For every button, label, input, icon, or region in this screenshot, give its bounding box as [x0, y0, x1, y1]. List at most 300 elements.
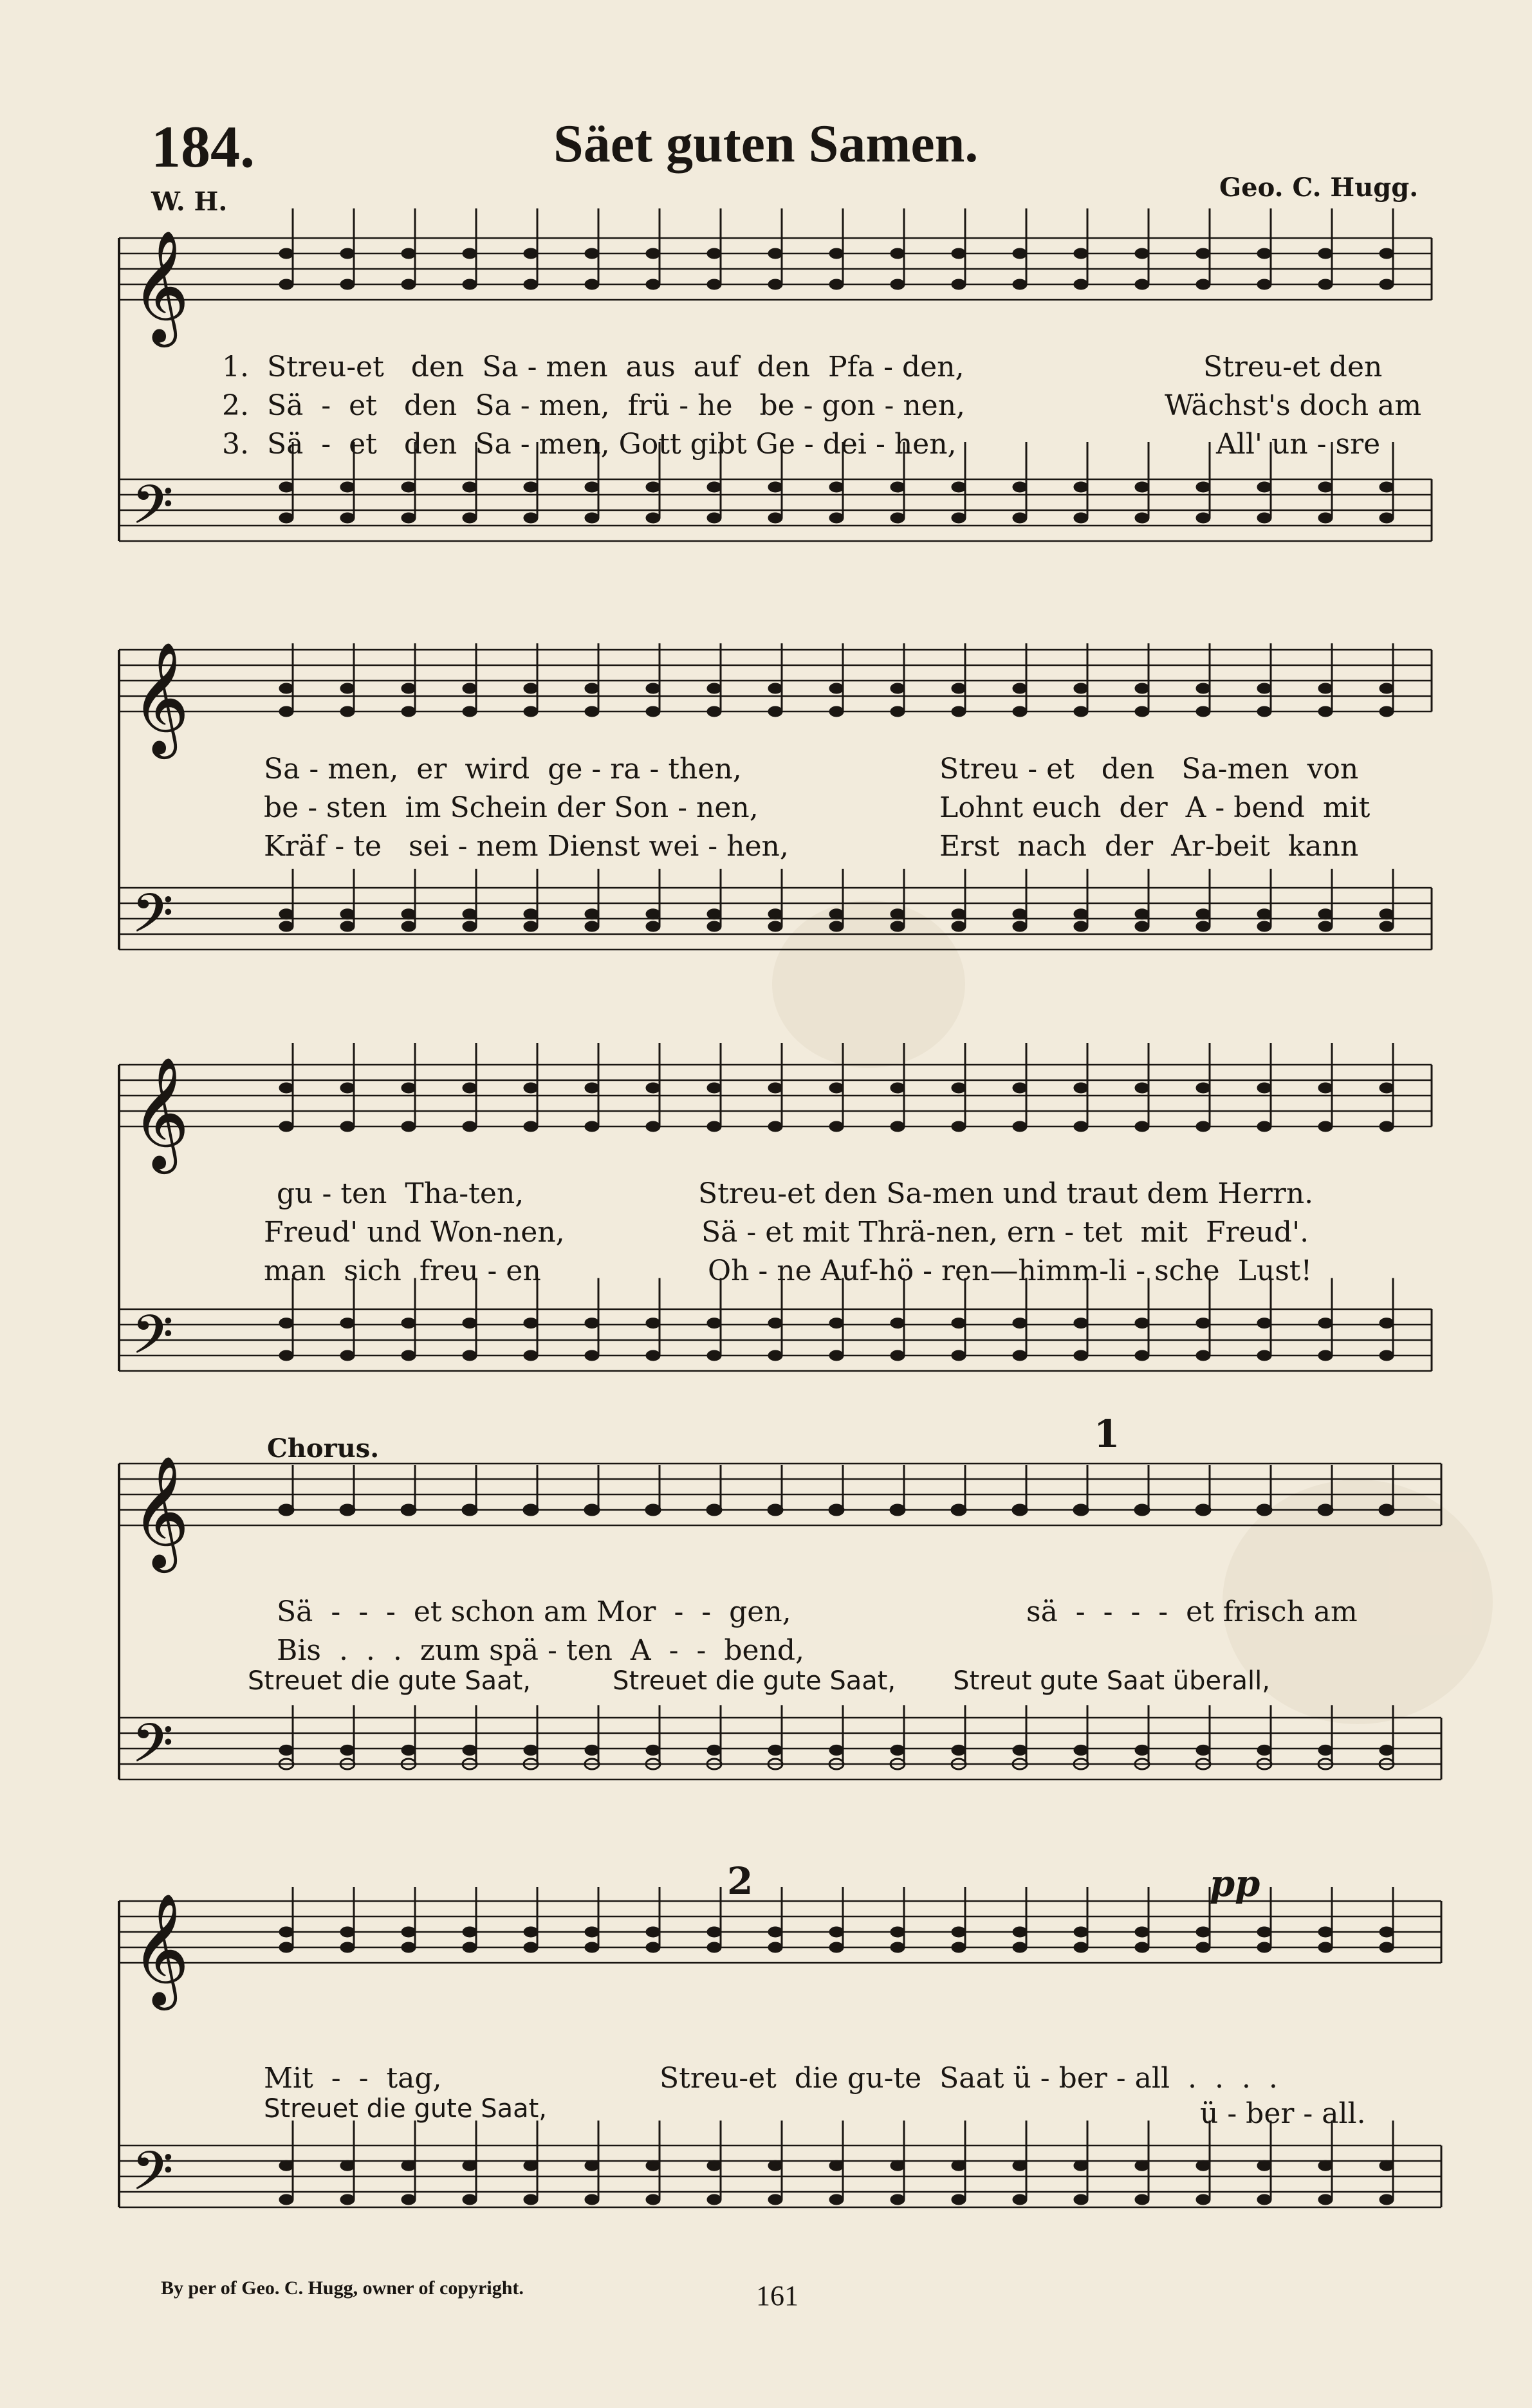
note-head	[401, 1745, 416, 1755]
note-head	[891, 909, 905, 919]
note-head	[707, 1942, 721, 1953]
note-head	[829, 706, 844, 717]
note-head	[279, 1083, 293, 1093]
note-head	[646, 909, 660, 919]
note-head	[1318, 921, 1333, 932]
composer-credit: Geo. C. Hugg.	[1219, 172, 1419, 203]
note-head	[707, 1745, 721, 1755]
note-head	[829, 1350, 844, 1361]
note-head	[585, 1350, 599, 1361]
note-head	[891, 1942, 905, 1953]
lyric-line: Freud' und Won-nen,	[264, 1216, 565, 1249]
note-head	[1257, 1318, 1271, 1328]
lyricist-initials: W. H.	[151, 187, 228, 217]
note-head	[585, 248, 599, 259]
note-head	[829, 1505, 844, 1515]
note-head	[829, 248, 844, 259]
note-head	[891, 683, 905, 694]
note-head	[952, 248, 966, 259]
note-head	[279, 1745, 293, 1755]
note-head	[524, 1121, 538, 1132]
hymn-title: Säet guten Samen.	[553, 114, 979, 174]
note-head	[768, 1318, 782, 1328]
note-head	[1196, 1318, 1210, 1328]
note-head	[1318, 482, 1333, 492]
note-head	[952, 482, 966, 492]
note-head	[952, 1318, 966, 1328]
note-head	[524, 1505, 538, 1515]
note-head	[707, 1505, 721, 1515]
note-head	[768, 2194, 782, 2205]
lyric-line: 1. Streu-et den Sa - men aus auf den Pfa - den,	[222, 351, 964, 383]
note-head	[463, 2194, 477, 2205]
note-head	[1380, 1942, 1394, 1953]
note-head	[585, 683, 599, 694]
note-head	[1074, 1350, 1088, 1361]
note-head	[279, 1942, 293, 1953]
note-head	[1318, 1318, 1333, 1328]
note-head	[340, 248, 355, 259]
note-head	[524, 1745, 538, 1755]
note-head	[829, 909, 844, 919]
lyric-line: All' un - sre	[1216, 428, 1381, 461]
note-head	[1013, 909, 1027, 919]
note-head	[1074, 248, 1088, 259]
note-head	[401, 2194, 416, 2205]
note-head	[463, 1350, 477, 1361]
note-head	[829, 279, 844, 290]
clef-glyph: 𝄞	[132, 1456, 189, 1568]
note-head	[1196, 1121, 1210, 1132]
note-head	[463, 279, 477, 290]
note-head	[279, 1927, 293, 1937]
clef-glyph: 𝄞	[132, 1057, 189, 1169]
note-head	[1196, 706, 1210, 717]
note-head	[401, 909, 416, 919]
note-head	[646, 1083, 660, 1093]
note-head	[401, 1121, 416, 1132]
note-head	[952, 1505, 966, 1515]
note-head	[524, 1927, 538, 1937]
clef-glyph: 𝄞	[132, 1893, 189, 2005]
lyric-line: Streu - et den Sa-men von	[939, 753, 1359, 786]
note-head	[646, 482, 660, 492]
note-head	[829, 2194, 844, 2205]
note-head	[1135, 2160, 1149, 2171]
note-head	[768, 1350, 782, 1361]
note-head	[279, 921, 293, 932]
note-head	[340, 1942, 355, 1953]
note-head	[1074, 513, 1088, 523]
note-head	[1318, 1745, 1333, 1755]
note-head	[1013, 248, 1027, 259]
note-head	[1196, 683, 1210, 694]
note-head	[1013, 513, 1027, 523]
note-head	[1013, 1318, 1027, 1328]
note-head	[340, 1745, 355, 1755]
note-head	[463, 482, 477, 492]
note-head	[1196, 513, 1210, 523]
note-head	[279, 1318, 293, 1328]
note-head	[1135, 1318, 1149, 1328]
note-head	[1013, 279, 1027, 290]
bass-lyric-line: Streuet die gute Saat, Streuet die gute Saat, Streut gute Saat überall,	[248, 1666, 1270, 1696]
note-head	[340, 513, 355, 523]
note-head	[952, 1350, 966, 1361]
note-head	[646, 921, 660, 932]
lyric-line: be - sten im Schein der Son - nen,	[264, 791, 759, 824]
note-head	[1135, 513, 1149, 523]
note-head	[1380, 1121, 1394, 1132]
note-head	[401, 279, 416, 290]
note-head	[524, 921, 538, 932]
note-head	[1196, 909, 1210, 919]
note-head	[1013, 2160, 1027, 2171]
note-head	[952, 1121, 966, 1132]
note-head	[1196, 1942, 1210, 1953]
note-head	[1380, 1505, 1394, 1515]
note-head	[1257, 1942, 1271, 1953]
volta-number: 2	[727, 1859, 753, 1903]
note-head	[891, 1083, 905, 1093]
note-head	[585, 279, 599, 290]
note-head	[524, 2194, 538, 2205]
note-head	[952, 921, 966, 932]
note-head	[585, 1318, 599, 1328]
note-head	[891, 2194, 905, 2205]
note-head	[1135, 1745, 1149, 1755]
note-head	[1013, 1121, 1027, 1132]
note-head	[1074, 279, 1088, 290]
note-head	[401, 1505, 416, 1515]
note-head	[279, 279, 293, 290]
note-head	[1135, 909, 1149, 919]
note-head	[463, 1318, 477, 1328]
note-head	[279, 706, 293, 717]
note-head	[1074, 1745, 1088, 1755]
note-head	[891, 706, 905, 717]
note-head	[1013, 482, 1027, 492]
note-head	[1257, 1745, 1271, 1755]
note-head	[646, 279, 660, 290]
lyric-line: Kräf - te sei - nem Dienst wei - hen,	[264, 830, 789, 863]
note-head	[1318, 1121, 1333, 1132]
note-head	[463, 1121, 477, 1132]
note-head	[829, 1318, 844, 1328]
note-head	[1196, 2194, 1210, 2205]
note-head	[1380, 279, 1394, 290]
note-head	[340, 706, 355, 717]
note-head	[279, 683, 293, 694]
note-head	[463, 921, 477, 932]
note-head	[279, 1350, 293, 1361]
note-head	[646, 248, 660, 259]
note-head	[401, 1318, 416, 1328]
note-head	[1318, 1083, 1333, 1093]
clef-glyph: 𝄢	[132, 473, 174, 549]
note-head	[585, 1083, 599, 1093]
note-head	[1318, 248, 1333, 259]
note-head	[463, 909, 477, 919]
note-head	[463, 513, 477, 523]
note-head	[1318, 2194, 1333, 2205]
note-head	[768, 1121, 782, 1132]
note-head	[707, 921, 721, 932]
note-head	[1380, 482, 1394, 492]
note-head	[1196, 1505, 1210, 1515]
note-head	[1257, 482, 1271, 492]
note-head	[1380, 1745, 1394, 1755]
note-head	[707, 1350, 721, 1361]
note-head	[1013, 2194, 1027, 2205]
lyric-line: Streu-et die gu-te Saat ü - ber - all . . . .	[660, 2062, 1278, 2095]
note-head	[524, 1350, 538, 1361]
note-head	[646, 1121, 660, 1132]
note-head	[340, 1350, 355, 1361]
note-head	[401, 248, 416, 259]
note-head	[829, 1121, 844, 1132]
note-head	[891, 2160, 905, 2171]
note-head	[340, 1083, 355, 1093]
note-head	[768, 1083, 782, 1093]
note-head	[1380, 909, 1394, 919]
note-head	[1135, 1505, 1149, 1515]
note-head	[952, 2194, 966, 2205]
note-head	[463, 1745, 477, 1755]
note-head	[1074, 2194, 1088, 2205]
note-head	[585, 513, 599, 523]
lyric-line: ü - ber - all.	[1200, 2097, 1366, 2130]
note-head	[340, 279, 355, 290]
clef-glyph: 𝄢	[132, 2140, 174, 2215]
note-head	[1318, 1505, 1333, 1515]
note-head	[1013, 1505, 1027, 1515]
note-head	[891, 1745, 905, 1755]
note-head	[1013, 921, 1027, 932]
note-head	[340, 2160, 355, 2171]
note-head	[952, 683, 966, 694]
note-head	[1135, 683, 1149, 694]
note-head	[707, 1121, 721, 1132]
note-head	[524, 2160, 538, 2171]
note-head	[891, 1927, 905, 1937]
note-head	[401, 683, 416, 694]
note-head	[1196, 2160, 1210, 2171]
note-head	[1257, 513, 1271, 523]
note-head	[1257, 1927, 1271, 1937]
note-head	[1380, 2160, 1394, 2171]
note-head	[829, 921, 844, 932]
note-head	[340, 909, 355, 919]
lyric-line: Wächst's doch am	[1165, 389, 1422, 422]
note-head	[1135, 2194, 1149, 2205]
note-head	[585, 1121, 599, 1132]
note-head	[1074, 1318, 1088, 1328]
note-head	[1196, 1350, 1210, 1361]
note-head	[401, 482, 416, 492]
note-head	[585, 921, 599, 932]
lyric-line: 2. Sä - et den Sa - men, frü - he be - gon - nen,	[222, 389, 966, 422]
note-head	[524, 248, 538, 259]
note-head	[768, 2160, 782, 2171]
note-head	[1135, 921, 1149, 932]
note-head	[1013, 1350, 1027, 1361]
note-head	[1074, 909, 1088, 919]
lyric-line: Lohnt euch der A - bend mit	[939, 791, 1370, 824]
note-head	[1257, 248, 1271, 259]
note-head	[707, 513, 721, 523]
note-head	[340, 1318, 355, 1328]
note-head	[829, 1745, 844, 1755]
note-head	[1318, 279, 1333, 290]
note-head	[340, 1121, 355, 1132]
lyric-line: Sa - men, er wird ge - ra - then,	[264, 753, 742, 786]
note-head	[646, 1505, 660, 1515]
note-head	[1196, 279, 1210, 290]
note-head	[1380, 1350, 1394, 1361]
note-head	[1257, 2194, 1271, 2205]
note-head	[1257, 2160, 1271, 2171]
note-head	[646, 1318, 660, 1328]
note-head	[952, 1927, 966, 1937]
lyric-line: man sich freu - en	[264, 1255, 541, 1287]
note-head	[1196, 1083, 1210, 1093]
note-head	[585, 1745, 599, 1755]
note-head	[401, 1927, 416, 1937]
note-head	[585, 706, 599, 717]
note-head	[401, 1942, 416, 1953]
note-head	[768, 513, 782, 523]
note-head	[1135, 1927, 1149, 1937]
note-head	[707, 683, 721, 694]
note-head	[1135, 706, 1149, 717]
note-head	[463, 2160, 477, 2171]
note-head	[707, 1083, 721, 1093]
note-head	[1074, 683, 1088, 694]
note-head	[768, 248, 782, 259]
clef-glyph: 𝄢	[132, 1712, 174, 1787]
note-head	[952, 513, 966, 523]
note-head	[707, 248, 721, 259]
note-head	[401, 706, 416, 717]
note-head	[1380, 1927, 1394, 1937]
note-head	[524, 1083, 538, 1093]
note-head	[707, 1318, 721, 1328]
volta-number: 1	[1094, 1412, 1120, 1456]
note-head	[891, 279, 905, 290]
note-head	[1257, 909, 1271, 919]
note-head	[1013, 1927, 1027, 1937]
note-head	[768, 909, 782, 919]
note-head	[279, 2160, 293, 2171]
page-number: 161	[756, 2280, 798, 2311]
note-head	[340, 921, 355, 932]
note-head	[524, 683, 538, 694]
note-head	[340, 1505, 355, 1515]
note-head	[768, 1505, 782, 1515]
note-head	[1318, 1942, 1333, 1953]
note-head	[1074, 1927, 1088, 1937]
note-head	[1074, 1505, 1088, 1515]
note-head	[768, 1942, 782, 1953]
lyric-line: sä - - - - et frisch am	[1026, 1595, 1358, 1628]
note-head	[829, 482, 844, 492]
note-head	[646, 1942, 660, 1953]
note-head	[585, 482, 599, 492]
note-head	[279, 513, 293, 523]
note-head	[891, 248, 905, 259]
note-head	[585, 1505, 599, 1515]
note-head	[1318, 1927, 1333, 1937]
note-head	[463, 1505, 477, 1515]
note-head	[1196, 1745, 1210, 1755]
note-head	[1135, 248, 1149, 259]
clef-glyph: 𝄢	[132, 882, 174, 957]
lyric-line: Streu-et den	[1203, 351, 1383, 383]
note-head	[768, 706, 782, 717]
note-head	[829, 683, 844, 694]
note-head	[829, 2160, 844, 2171]
note-head	[279, 1505, 293, 1515]
note-head	[585, 909, 599, 919]
note-head	[646, 2160, 660, 2171]
note-head	[524, 482, 538, 492]
note-head	[891, 921, 905, 932]
note-head	[463, 706, 477, 717]
note-head	[891, 482, 905, 492]
note-head	[1380, 683, 1394, 694]
note-head	[1257, 1350, 1271, 1361]
note-head	[1196, 248, 1210, 259]
note-head	[952, 1083, 966, 1093]
note-head	[891, 1121, 905, 1132]
note-head	[768, 683, 782, 694]
note-head	[524, 1942, 538, 1953]
lyric-line: Sä - - - et schon am Mor - - gen,	[277, 1595, 791, 1628]
note-head	[829, 1927, 844, 1937]
copyright-note: By per of Geo. C. Hugg, owner of copyright.	[161, 2277, 524, 2299]
note-head	[768, 482, 782, 492]
note-head	[707, 279, 721, 290]
note-head	[1257, 1083, 1271, 1093]
note-head	[707, 2194, 721, 2205]
note-head	[1013, 683, 1027, 694]
note-head	[891, 1350, 905, 1361]
note-head	[1074, 2160, 1088, 2171]
note-head	[1380, 921, 1394, 932]
note-head	[585, 2160, 599, 2171]
hymn-number: 184.	[151, 114, 255, 179]
note-head	[1135, 1083, 1149, 1093]
note-head	[1380, 248, 1394, 259]
note-head	[707, 909, 721, 919]
note-head	[1135, 482, 1149, 492]
note-head	[1196, 921, 1210, 932]
lyric-line: Streu-et den Sa-men und traut dem Herrn.	[698, 1177, 1314, 1210]
note-head	[646, 1927, 660, 1937]
note-head	[1257, 279, 1271, 290]
note-head	[1135, 1350, 1149, 1361]
note-head	[1196, 482, 1210, 492]
note-head	[646, 2194, 660, 2205]
note-head	[646, 1350, 660, 1361]
note-head	[952, 2160, 966, 2171]
note-head	[952, 909, 966, 919]
note-head	[524, 1318, 538, 1328]
note-head	[1257, 921, 1271, 932]
note-head	[463, 1927, 477, 1937]
lyric-line: Erst nach der Ar-beit kann	[939, 830, 1359, 863]
